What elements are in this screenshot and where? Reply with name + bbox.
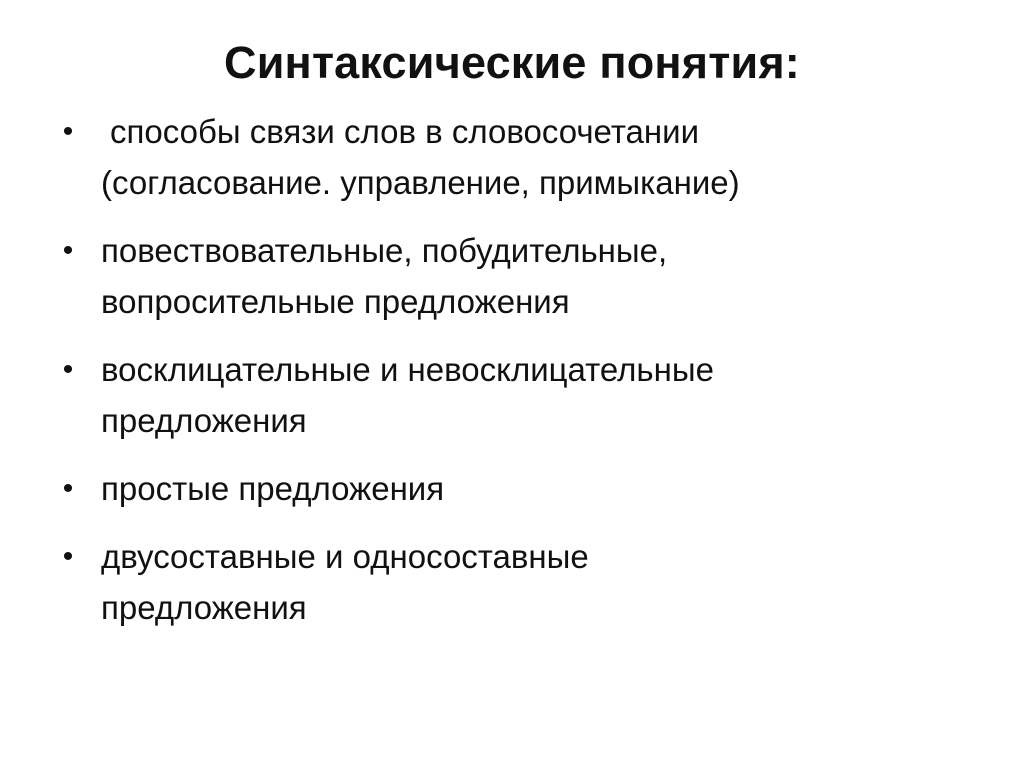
bullet-text: повествовательные, побудительные, вопросительные предложения (101, 232, 668, 320)
bullet-dot-icon: • (62, 115, 74, 148)
slide-title: Синтаксические понятия: (224, 37, 800, 88)
bullet-item-4 (58, 531, 988, 633)
bullet-dot-icon: • (62, 540, 74, 573)
bullet-item-1 (58, 225, 988, 327)
bullet-item-2 (58, 344, 988, 446)
bullet-dot-icon: • (62, 234, 74, 267)
bullet-text: способы связи слов в словосочетании (согласование. управление, примыкание) (101, 113, 740, 201)
bullet-text: двусоставные и односоставные предложения (101, 538, 589, 626)
bullet-item-0 (58, 106, 988, 208)
bullet-text: восклицательные и невосклицательные предложения (101, 351, 714, 439)
bullet-dot-icon: • (62, 472, 74, 505)
bullet-list (58, 106, 988, 650)
bullet-item-3 (58, 463, 988, 514)
bullet-dot-icon: • (62, 353, 74, 386)
bullet-text: простые предложения (101, 470, 445, 507)
